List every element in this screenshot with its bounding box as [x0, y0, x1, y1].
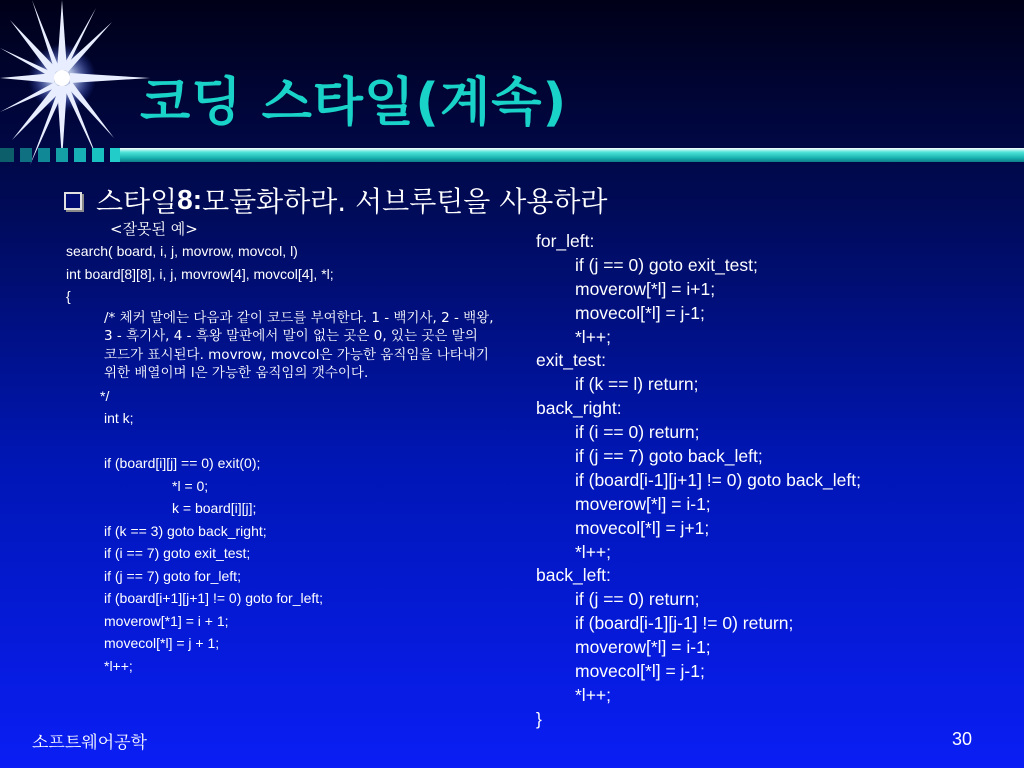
title-divider: [0, 142, 1024, 172]
code-line: int k;: [104, 410, 134, 426]
code-line: *l++;: [575, 684, 611, 705]
code-line: */: [100, 387, 110, 404]
code-line: if (board[i+1][j+1] != 0) goto for_left;: [104, 590, 324, 606]
code-line: *l++;: [104, 657, 133, 674]
code-line: if (j == 0) return;: [575, 589, 700, 610]
code-line: if (board[i-1][j+1] != 0) goto back_left;: [575, 469, 861, 490]
code-line: if (board[i][j] == 0) exit(0);: [104, 455, 261, 471]
code-line: if (j == 0) goto exit_test;: [575, 254, 758, 275]
code-line: movecol[*l] = j-1;: [575, 661, 705, 682]
code-line: {: [66, 288, 71, 304]
code-line: if (j == 7) goto back_left;: [575, 446, 763, 467]
code-line: if (k == l) return;: [575, 374, 699, 395]
slide-page-number: 30: [952, 729, 973, 749]
bullet-strong: 8:: [177, 184, 203, 215]
bullet-rest: 모듈화하라. 서브루틴을 사용하라: [202, 185, 608, 218]
code-line: moverow[*l] = i-1;: [575, 637, 711, 658]
code-line: moverow[*1] = i + 1;: [104, 612, 229, 629]
code-line: }: [536, 708, 542, 729]
code-label: back_left:: [536, 565, 611, 586]
code-label: for_left:: [536, 231, 595, 251]
code-line: int board[8][8], i, j, movrow[4], movcol[4], *l;: [66, 265, 334, 282]
slide-title: 코딩 스타일(계속): [140, 73, 568, 133]
left-code-block: [66, 240, 506, 677]
code-line: search( board, i, j, movrow, movcol, l): [66, 243, 298, 259]
code-line: if (i == 7) goto exit_test;: [104, 545, 251, 561]
code-line: moverow[*l] = i+1;: [575, 278, 716, 299]
bad-example-caption: <잘못된 예>: [110, 220, 198, 238]
code-line: if (i == 0) return;: [575, 422, 700, 443]
bullet-prefix: 스타일: [96, 185, 178, 218]
code-line: movecol[*l] = j-1;: [575, 302, 705, 323]
code-line: if (board[i-1][j-1] != 0) return;: [575, 613, 794, 634]
code-line: if (k == 3) goto back_right;: [104, 522, 267, 539]
footer-course-name: 소프트웨어공학: [32, 733, 147, 753]
code-line: *l = 0;: [172, 477, 209, 494]
code-label: exit_test:: [536, 350, 607, 371]
code-line: movecol[*l] = j+1;: [575, 517, 710, 538]
code-line: moverow[*l] = i-1;: [575, 493, 711, 514]
code-line: k = board[i][j];: [172, 500, 257, 516]
code-line: if (j == 7) goto for_left;: [104, 567, 241, 584]
checkbox-bullet-icon: [64, 192, 82, 210]
code-label: back_right:: [536, 398, 622, 419]
code-line: movecol[*l] = j + 1;: [104, 635, 220, 651]
code-line: *l++;: [575, 326, 611, 347]
code-comment: /* 체커 말에는 다음과 같이 코드를 부여한다. 1 - 백기사, 2 - 백왕, 3 - 흑기사, 4 - 흑왕 말판에서 말이 없는 곳은 0, 있는 곳은 말의 코드가 표시된다. movrow, movcol은 가능한 움직임을 나타내기 위한 배열이며 l은 가능한 움직임의 갯수이다.: [104, 309, 494, 381]
code-line: *l++;: [575, 541, 611, 562]
right-code-block: [536, 230, 1016, 732]
bullet-heading: [64, 180, 607, 220]
